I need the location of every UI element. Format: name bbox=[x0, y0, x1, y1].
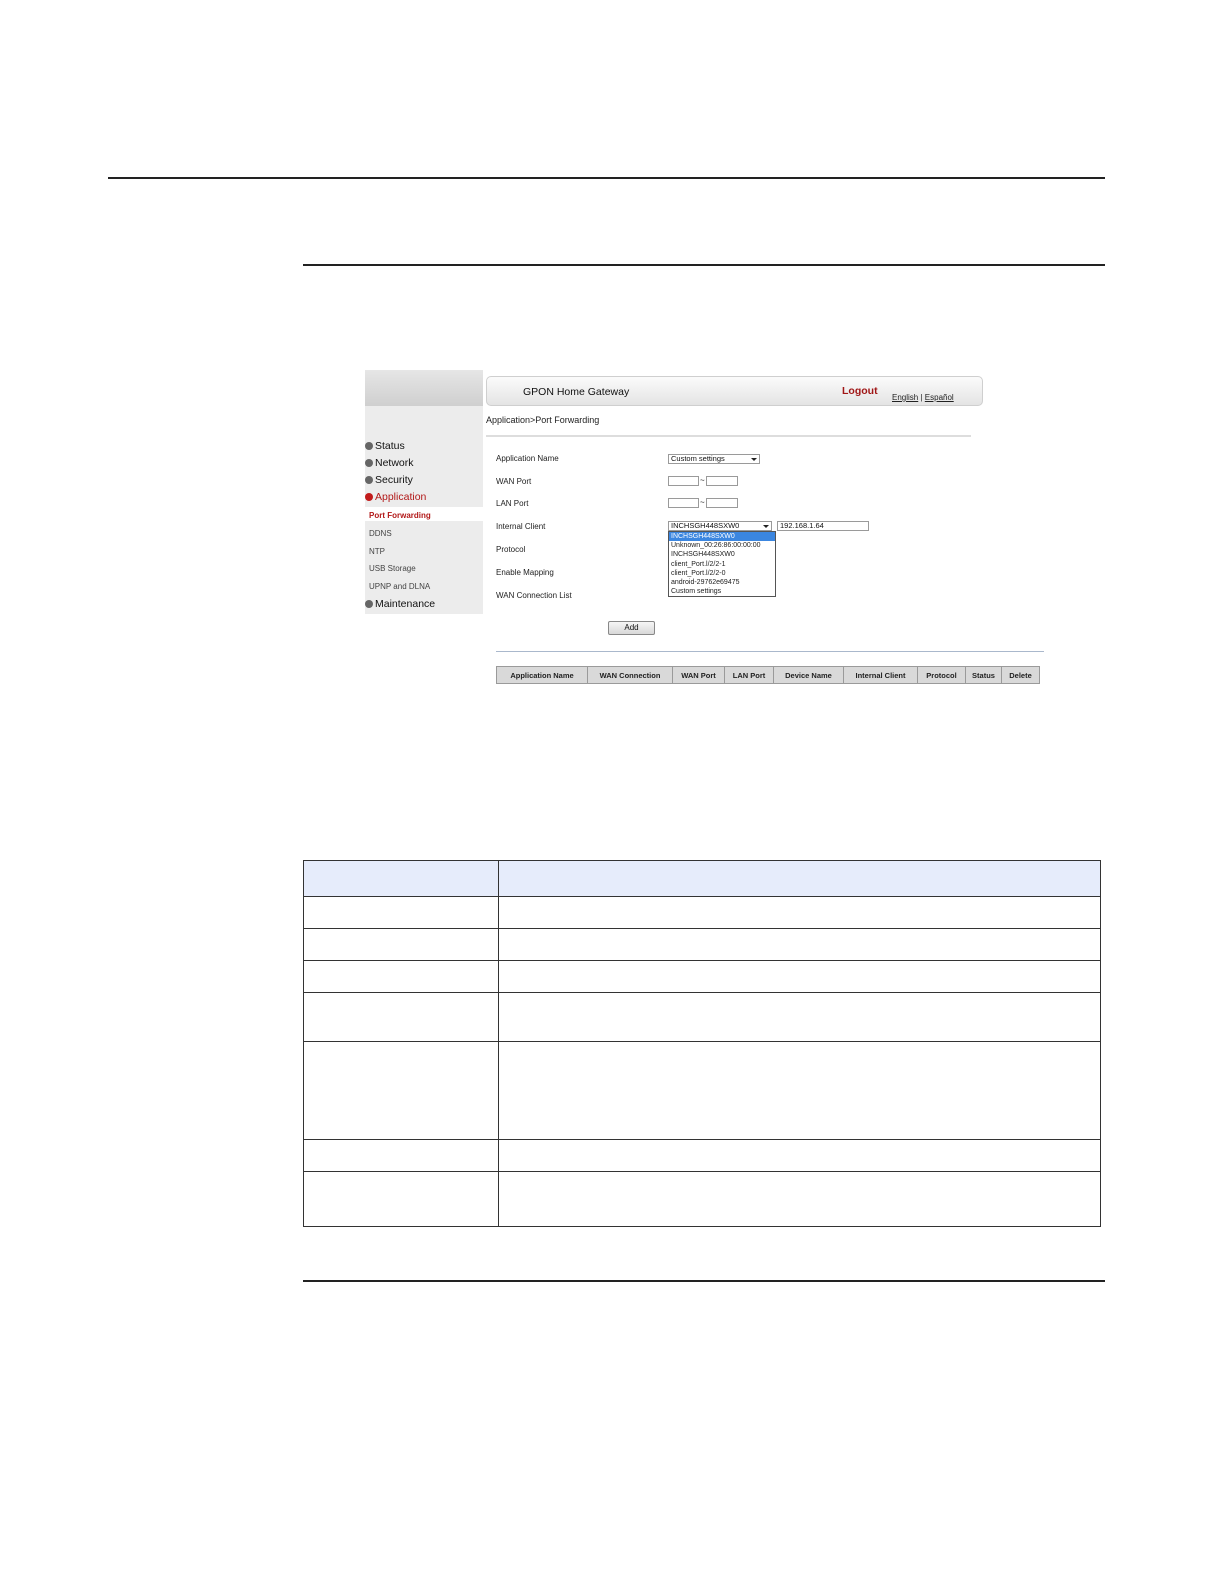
logo-area bbox=[365, 370, 483, 406]
table-row bbox=[304, 993, 1101, 1042]
enable-mapping-label: Enable Mapping bbox=[496, 568, 554, 577]
rules-table-header bbox=[496, 666, 1040, 684]
table-cell bbox=[304, 1140, 499, 1172]
column-header: Device Name bbox=[774, 667, 844, 683]
table-header-row bbox=[304, 861, 1101, 897]
table-cell bbox=[499, 993, 1101, 1042]
table-cell bbox=[304, 993, 499, 1042]
table-row bbox=[304, 929, 1101, 961]
minus-circle-icon bbox=[365, 493, 373, 501]
router-screenshot bbox=[365, 370, 1045, 686]
app-name-label: Application Name bbox=[496, 454, 559, 463]
column-header: WAN Port bbox=[673, 667, 725, 683]
plus-circle-icon bbox=[365, 600, 373, 608]
wan-port-end-input[interactable] bbox=[706, 476, 738, 486]
internal-client-ip-input[interactable]: 192.168.1.64 bbox=[777, 521, 869, 531]
plus-circle-icon bbox=[365, 476, 373, 484]
table-header-cell bbox=[499, 861, 1101, 897]
table-row bbox=[304, 961, 1101, 993]
table-row bbox=[304, 1140, 1101, 1172]
sidebar-subitem-port-forwarding[interactable]: Port Forwarding bbox=[369, 511, 431, 520]
dropdown-option[interactable]: INCHSGH448SXW0 bbox=[669, 532, 775, 541]
plus-circle-icon bbox=[365, 442, 373, 450]
wan-port-start-input[interactable] bbox=[668, 476, 699, 486]
sidebar-item-security[interactable]: Security bbox=[365, 474, 413, 486]
breadcrumb: Application>Port Forwarding bbox=[486, 415, 600, 425]
logout-link[interactable]: Logout bbox=[842, 385, 878, 397]
sidebar-subitem-usb-storage[interactable]: USB Storage bbox=[369, 564, 416, 573]
internal-client-dropdown[interactable] bbox=[668, 531, 776, 597]
table-cell bbox=[499, 1172, 1101, 1227]
dropdown-option[interactable]: client_Port.l/2/2-1 bbox=[671, 560, 726, 568]
sidebar bbox=[365, 370, 483, 614]
sidebar-item-status[interactable]: Status bbox=[365, 440, 405, 452]
column-header: Delete bbox=[1002, 667, 1039, 683]
dropdown-option[interactable]: Unknown_00:26:86:00:00:00 bbox=[671, 542, 761, 550]
table-cell bbox=[499, 1042, 1101, 1140]
bottom-rule bbox=[303, 1280, 1105, 1282]
language-switcher bbox=[892, 393, 954, 402]
table-cell bbox=[499, 929, 1101, 961]
lang-english-link[interactable]: English bbox=[892, 393, 919, 402]
add-button[interactable]: Add bbox=[608, 621, 655, 635]
lan-port-start-input[interactable] bbox=[668, 498, 699, 508]
lan-port-label: LAN Port bbox=[496, 499, 529, 508]
dropdown-option[interactable]: client_Port.l/2/2-0 bbox=[671, 569, 726, 577]
parameter-description-table bbox=[303, 860, 1101, 1227]
wan-range-separator: ~ bbox=[700, 476, 705, 485]
lang-espanol-link[interactable]: Español bbox=[924, 393, 954, 402]
wan-connection-list-label: WAN Connection List bbox=[496, 591, 572, 600]
chevron-down-icon bbox=[763, 525, 769, 528]
table-row bbox=[304, 1172, 1101, 1227]
breadcrumb-divider bbox=[486, 435, 971, 437]
sidebar-item-maintenance[interactable]: Maintenance bbox=[365, 598, 435, 610]
dropdown-option[interactable]: INCHSGH448SXW0 bbox=[671, 551, 735, 559]
column-header: Internal Client bbox=[844, 667, 918, 683]
sidebar-subitem-ntp[interactable]: NTP bbox=[369, 547, 385, 556]
column-header: LAN Port bbox=[725, 667, 774, 683]
column-header: Application Name bbox=[497, 667, 588, 683]
table-row bbox=[304, 897, 1101, 929]
table-header-cell bbox=[304, 861, 499, 897]
internal-client-select[interactable]: INCHSGH448SXW0 bbox=[668, 521, 772, 531]
sidebar-subitem-ddns[interactable]: DDNS bbox=[369, 529, 392, 538]
dropdown-option[interactable]: android-29762e69475 bbox=[671, 578, 740, 586]
plus-circle-icon bbox=[365, 459, 373, 467]
table-cell bbox=[499, 961, 1101, 993]
header-bar bbox=[486, 376, 983, 406]
table-cell bbox=[304, 1042, 499, 1140]
table-cell bbox=[304, 929, 499, 961]
dropdown-option[interactable]: Custom settings bbox=[671, 588, 722, 596]
table-cell bbox=[304, 1172, 499, 1227]
sidebar-item-network[interactable]: Network bbox=[365, 457, 414, 469]
section-rule bbox=[303, 264, 1105, 266]
table-cell bbox=[304, 897, 499, 929]
lang-separator: | bbox=[920, 393, 923, 402]
chevron-down-icon bbox=[751, 458, 757, 461]
sidebar-item-application[interactable]: Application bbox=[365, 491, 426, 503]
table-cell bbox=[499, 897, 1101, 929]
app-name-select[interactable]: Custom settings bbox=[668, 454, 760, 464]
table-row bbox=[304, 1042, 1101, 1140]
top-rule bbox=[108, 177, 1105, 179]
wan-port-label: WAN Port bbox=[496, 477, 532, 486]
table-cell bbox=[499, 1140, 1101, 1172]
sidebar-subitem-upnp-dlna[interactable]: UPNP and DLNA bbox=[369, 582, 431, 591]
list-divider bbox=[496, 651, 1044, 652]
internal-client-label: Internal Client bbox=[496, 522, 546, 531]
column-header: Protocol bbox=[918, 667, 966, 683]
lan-range-separator: ~ bbox=[700, 498, 705, 507]
table-cell bbox=[304, 961, 499, 993]
protocol-label: Protocol bbox=[496, 545, 526, 554]
column-header: Status bbox=[966, 667, 1002, 683]
gateway-title: GPON Home Gateway bbox=[523, 386, 630, 398]
column-header: WAN Connection bbox=[588, 667, 673, 683]
lan-port-end-input[interactable] bbox=[706, 498, 738, 508]
